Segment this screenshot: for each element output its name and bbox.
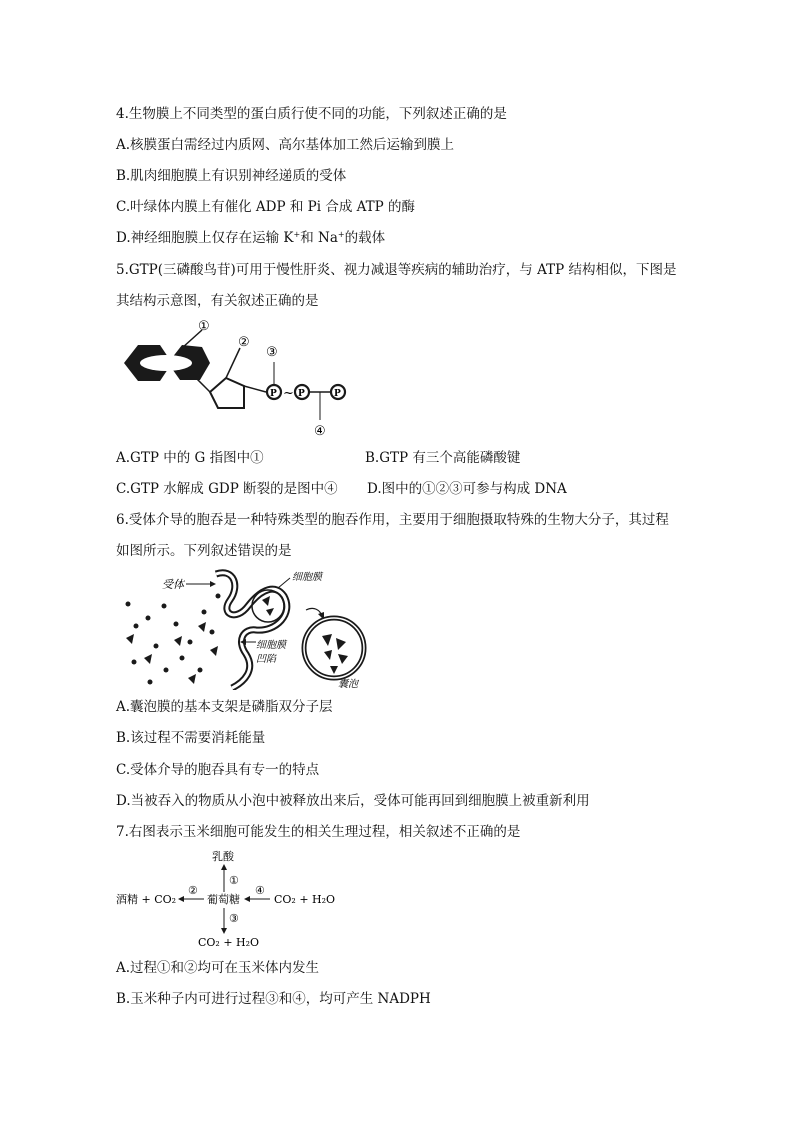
q7-option-b: B.玉米种子内可进行过程③和④，均可产生 NADPH <box>116 991 431 1007</box>
vesicle-cargo <box>322 634 348 674</box>
q6-stem-line2: 如图所示。下列叙述错误的是 <box>116 543 292 559</box>
high-energy-bond-1: ~ <box>283 386 294 401</box>
q5-option-a: A.GTP 中的 G 指图中① <box>116 450 264 466</box>
process-2-label: ② <box>188 884 198 897</box>
q5-option-b: B.GTP 有三个高能磷酸键 <box>365 450 521 466</box>
q4-option-a: A.核膜蛋白需经过内质网、高尔基体加工然后运输到膜上 <box>116 137 455 153</box>
label-receptor: 受体 <box>162 578 184 591</box>
svg-text:P: P <box>298 389 305 399</box>
label-ethanol-co2: 酒精 + CO₂ <box>116 893 177 906</box>
label-3: ③ <box>266 345 278 360</box>
svg-text:P: P <box>334 389 341 399</box>
glucose-metabolism-diagram <box>116 846 346 950</box>
label-glucose: 葡萄糖 <box>207 893 240 906</box>
process-1-label: ① <box>229 874 239 887</box>
q6-option-c: C.受体介导的胞吞具有专一的特点 <box>116 762 320 778</box>
label-bottom-co2-h2o: CO₂ + H₂O <box>198 936 260 949</box>
q5-stem-line2: 其结构示意图，有关叙述正确的是 <box>116 293 319 309</box>
process-4-label: ④ <box>255 884 265 897</box>
label-4: ④ <box>314 424 326 439</box>
extracellular-macromolecules <box>126 622 218 684</box>
q7-stem: 7.右图表示玉米细胞可能发生的相关生理过程，相关叙述不正确的是 <box>116 824 521 840</box>
q6-option-a: A.囊泡膜的基本支架是磷脂双分子层 <box>116 699 333 715</box>
label-membrane-invagination-2: 凹陷 <box>256 654 276 665</box>
gtp-structure-diagram <box>116 316 366 442</box>
label-lactic-acid: 乳酸 <box>212 850 234 863</box>
q6-stem-line1: 6.受体介导的胞吞是一种特殊类型的胞吞作用，主要用于细胞摄取特殊的生物大分子，其过程 <box>116 512 669 528</box>
q6-option-b: B.该过程不需要消耗能量 <box>116 730 266 746</box>
svg-text:P: P <box>270 389 277 399</box>
label-cell-membrane: 细胞膜 <box>292 572 322 583</box>
q4-option-d: D.神经细胞膜上仅存在运输 K+和 Na+的载体 <box>116 230 386 246</box>
label-right-co2-h2o: CO₂ + H₂O <box>274 893 336 906</box>
extracellular-particles <box>126 594 221 685</box>
q5-option-c: C.GTP 水解成 GDP 断裂的是图中④ <box>116 481 338 497</box>
label-1: ① <box>198 319 210 334</box>
q6-option-d: D.当被吞入的物质从小泡中被释放出来后，受体可能再回到细胞膜上被重新利用 <box>116 793 590 809</box>
label-vesicle: 囊泡 <box>338 679 358 690</box>
endocytosis-diagram <box>116 566 376 690</box>
q7-option-a: A.过程①和②均可在玉米体内发生 <box>116 960 320 976</box>
process-3-label: ③ <box>229 912 239 925</box>
ribose-ring <box>210 378 244 408</box>
q4-stem: 4.生物膜上不同类型的蛋白质行使不同的功能，下列叙述正确的是 <box>116 106 507 122</box>
label-membrane-invagination-1: 细胞膜 <box>256 640 286 651</box>
label-2: ② <box>238 335 250 350</box>
q4-option-b: B.肌肉细胞膜上有识别神经递质的受体 <box>116 168 347 184</box>
q5-stem-line1: 5.GTP(三磷酸鸟苷)可用于慢性肝炎、视力减退等疾病的辅助治疗，与 ATP 结构相似，下图是 <box>116 262 677 278</box>
q4-option-c: C.叶绿体内膜上有催化 ADP 和 Pi 合成 ATP 的酶 <box>116 199 416 215</box>
q5-option-d: D.图中的①②③可参与构成 DNA <box>367 481 567 497</box>
